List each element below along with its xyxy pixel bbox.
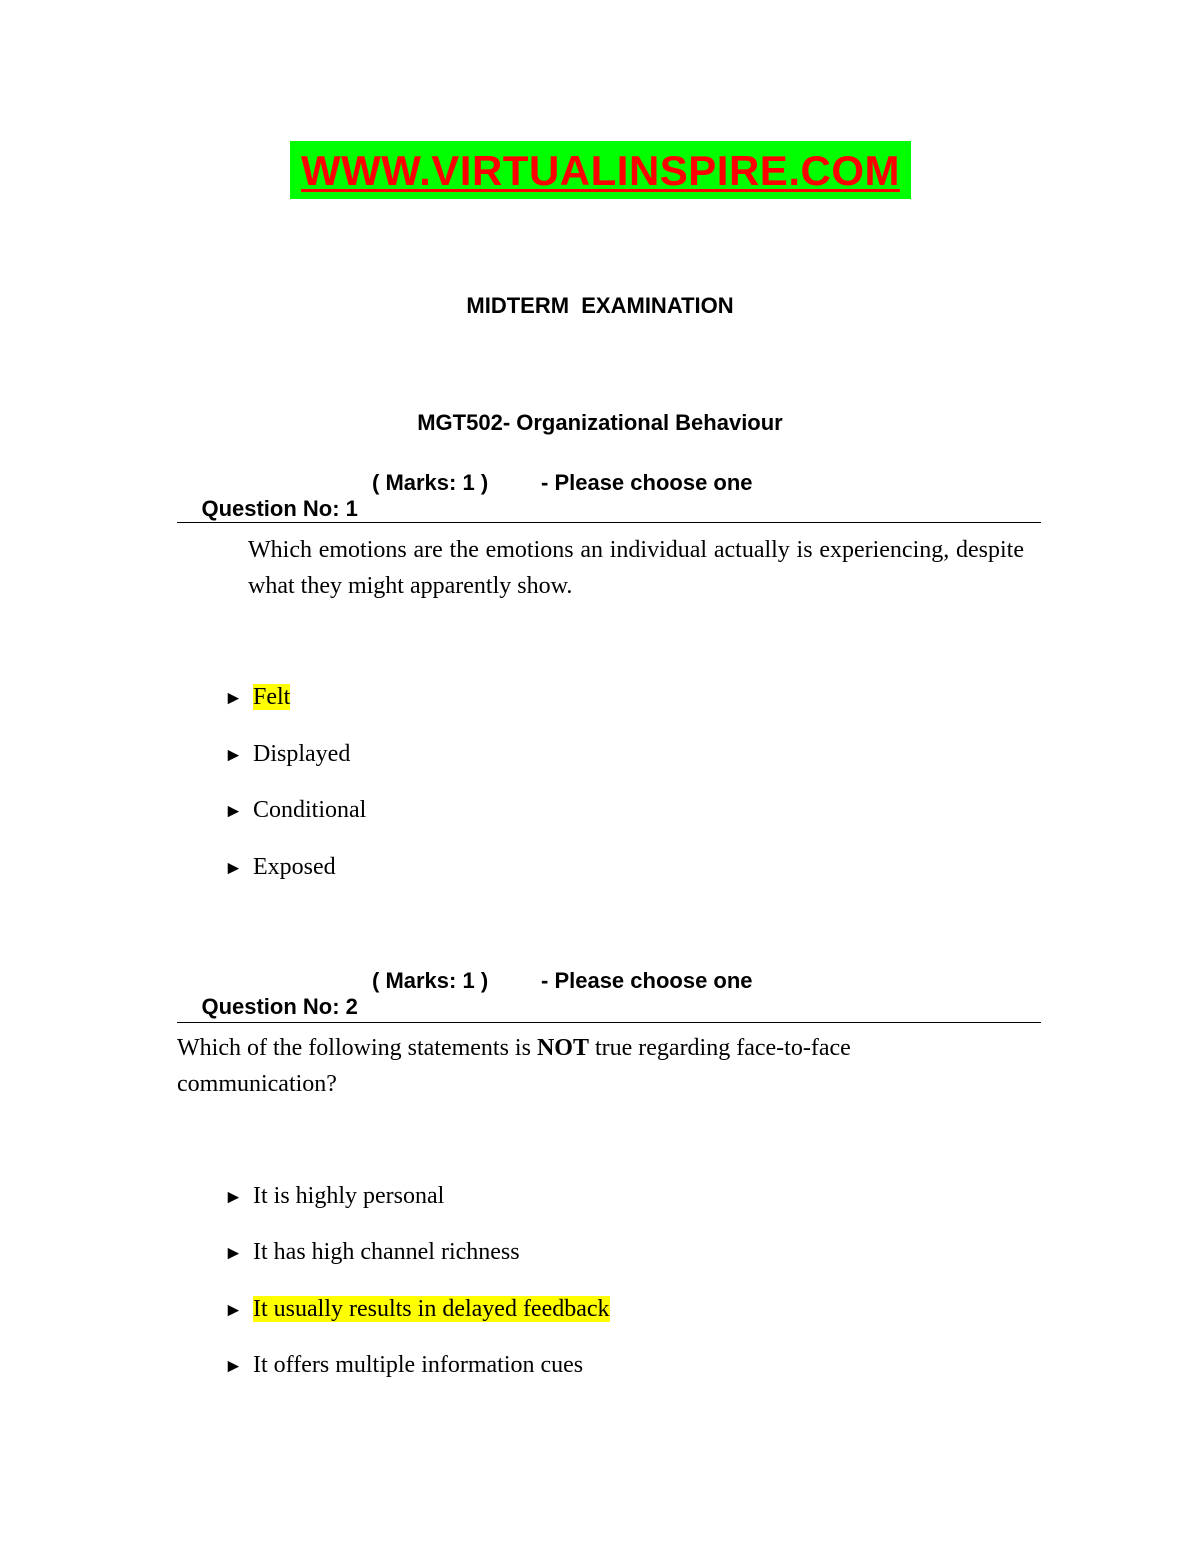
triangle-bullet-icon: ► — [224, 858, 243, 879]
course-title: MGT502- Organizational Behaviour — [417, 410, 783, 435]
option-label: Conditional — [253, 797, 367, 823]
question-2-option-4[interactable] — [224, 1349, 583, 1381]
question-1-divider — [177, 522, 1041, 523]
option-label: Exposed — [253, 854, 336, 880]
question-2-divider — [177, 1022, 1041, 1023]
question-1-option-4[interactable] — [224, 851, 336, 883]
question-2-text-end: true regarding face-to-face communication? — [177, 1035, 851, 1097]
option-label: It offers multiple information cues — [253, 1352, 584, 1378]
question-1-option-3[interactable] — [224, 794, 366, 826]
question-2-option-3[interactable] — [224, 1293, 610, 1325]
triangle-bullet-icon: ► — [224, 688, 243, 709]
triangle-bullet-icon: ► — [224, 1243, 243, 1264]
question-2-marks: ( Marks: 1 ) — [372, 968, 489, 993]
option-label: Displayed — [253, 741, 351, 767]
question-1-label: Question No: 1 — [201, 496, 358, 521]
exam-title: MIDTERM EXAMINATION — [466, 293, 734, 318]
triangle-bullet-icon: ► — [224, 1300, 243, 1321]
question-2-text-emphasis: NOT — [536, 1035, 589, 1061]
question-2-label: Question No: 2 — [201, 994, 358, 1019]
question-2-option-1[interactable] — [224, 1180, 444, 1212]
question-1-marks: ( Marks: 1 ) — [372, 470, 489, 495]
question-2-option-2[interactable] — [224, 1236, 520, 1268]
triangle-bullet-icon: ► — [224, 1187, 243, 1208]
option-label: Felt — [253, 684, 291, 710]
question-1-instruction: - Please choose one — [541, 470, 753, 495]
question-1-option-1[interactable] — [224, 681, 290, 713]
question-2-text — [177, 1030, 977, 1102]
option-label: It usually results in delayed feedback — [253, 1296, 610, 1322]
question-2-text-start: Which of the following statements is — [177, 1035, 537, 1061]
option-label: It is highly personal — [253, 1183, 445, 1209]
question-1-text: Which emotions are the emotions an individual actually is experiencing, despite what they might apparently show. — [248, 537, 1024, 599]
site-url-link[interactable]: WWW.VIRTUALINSPIRE.COM — [301, 147, 900, 194]
option-label: It has high channel richness — [253, 1239, 520, 1265]
question-1-option-2[interactable] — [224, 738, 350, 770]
triangle-bullet-icon: ► — [224, 1356, 243, 1377]
triangle-bullet-icon: ► — [224, 745, 243, 766]
question-2-instruction: - Please choose one — [541, 968, 753, 993]
triangle-bullet-icon: ► — [224, 801, 243, 822]
